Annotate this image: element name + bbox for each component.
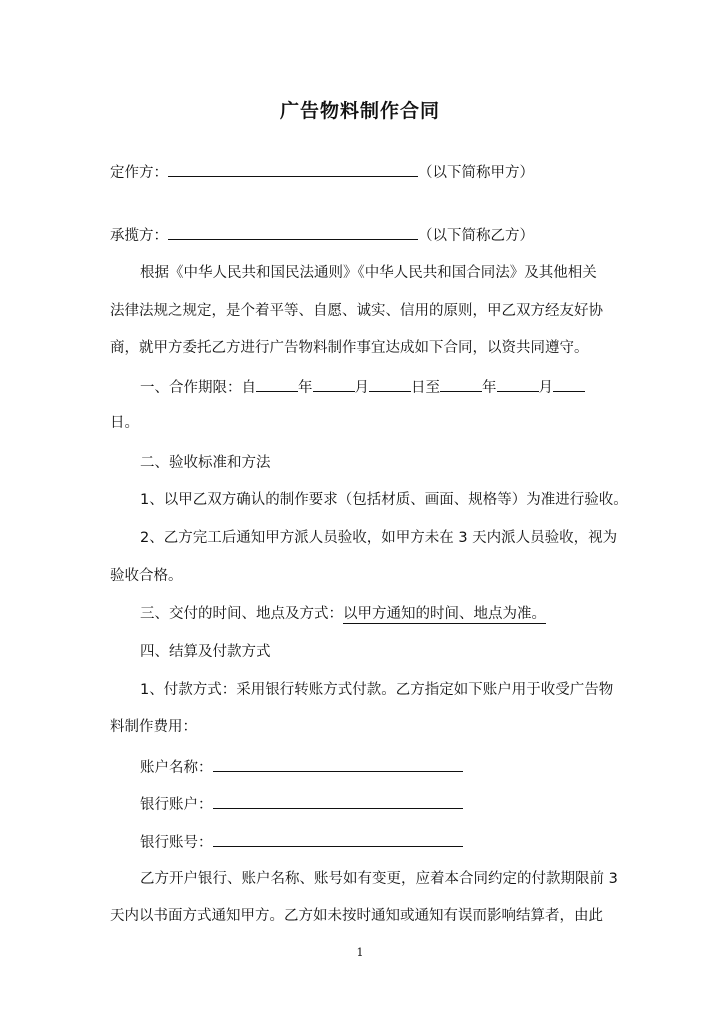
section-3-line [140, 604, 546, 624]
bank-account-line [140, 793, 463, 815]
party-b-label: 承揽方： [110, 228, 168, 244]
term-month-1: 月 [354, 380, 369, 396]
party-a-blank[interactable] [168, 161, 418, 177]
section-2-item-2-line-2: 验收合格。 [110, 568, 183, 584]
section-4-item-1-line-2: 料制作费用： [110, 719, 197, 735]
account-name-label: 账户名称： [140, 760, 213, 776]
party-a-note: （以下简称甲方） [418, 165, 534, 181]
term-year-2: 年 [482, 380, 497, 396]
intro-line-1: 根据《中华人民共和国民法通则》《中华人民共和国合同法》及其他相关 [140, 265, 597, 281]
end-year-blank[interactable] [440, 376, 482, 392]
term-line [140, 376, 585, 398]
section-2-item-1: 1、以甲乙双方确认的制作要求（包括材质、画面、规格等）为准进行验收。 [140, 492, 628, 508]
intro-line-2: 法律法规之规定，是个着平等、自愿、诚实、信用的原则，甲乙双方经友好协 [110, 303, 603, 319]
party-b-note: （以下简称乙方） [418, 228, 534, 244]
section-4-item-1-line-1: 1、付款方式：采用银行转账方式付款。乙方指定如下账户用于收受广告物 [140, 682, 614, 698]
intro-line-3: 商，就甲方委托乙方进行广告物料制作事宜达成如下合同，以资共同遵守。 [110, 340, 589, 356]
term-day-to: 日至 [411, 380, 440, 396]
party-a-label: 定作方： [110, 165, 168, 181]
change-notice-line-2: 天内以书面方式通知甲方。乙方如未按时通知或通知有误而影响结算者，由此 [110, 908, 603, 924]
section-2-item-2-line-1: 2、乙方完工后通知甲方派人员验收，如甲方未在 3 天内派人员验收，视为 [140, 530, 618, 546]
end-day-blank[interactable] [553, 376, 585, 392]
section-2-heading: 二、验收标准和方法 [140, 455, 271, 471]
term-month-2: 月 [538, 380, 553, 396]
page-number: 1 [356, 946, 364, 959]
party-b-blank[interactable] [168, 224, 418, 240]
account-name-line [140, 756, 463, 778]
document-title: 广告物料制作合同 [279, 100, 440, 122]
bank-account-blank[interactable] [213, 793, 463, 809]
term-end-line: 日。 [110, 415, 139, 431]
change-notice-line-1: 乙方开户银行、账户名称、账号如有变更，应着本合同约定的付款期限前 3 [140, 871, 618, 887]
bank-number-blank[interactable] [213, 831, 463, 847]
term-prefix: 一、合作期限：自 [140, 380, 256, 396]
section-3-label: 三、交付的时间、地点及方式： [140, 606, 343, 622]
bank-number-label: 银行账号： [140, 835, 213, 851]
bank-number-line [140, 831, 463, 853]
start-year-blank[interactable] [256, 376, 298, 392]
section-4-heading: 四、结算及付款方式 [140, 644, 271, 660]
party-a-line [110, 161, 534, 183]
term-year-1: 年 [298, 380, 313, 396]
bank-account-label: 银行账户： [140, 797, 213, 813]
section-3-value: 以甲方通知的时间、地点为准。 [343, 606, 546, 622]
start-day-blank[interactable] [369, 376, 411, 392]
end-month-blank[interactable] [497, 376, 539, 392]
account-name-blank[interactable] [213, 756, 463, 772]
start-month-blank[interactable] [313, 376, 355, 392]
party-b-line [110, 224, 534, 246]
